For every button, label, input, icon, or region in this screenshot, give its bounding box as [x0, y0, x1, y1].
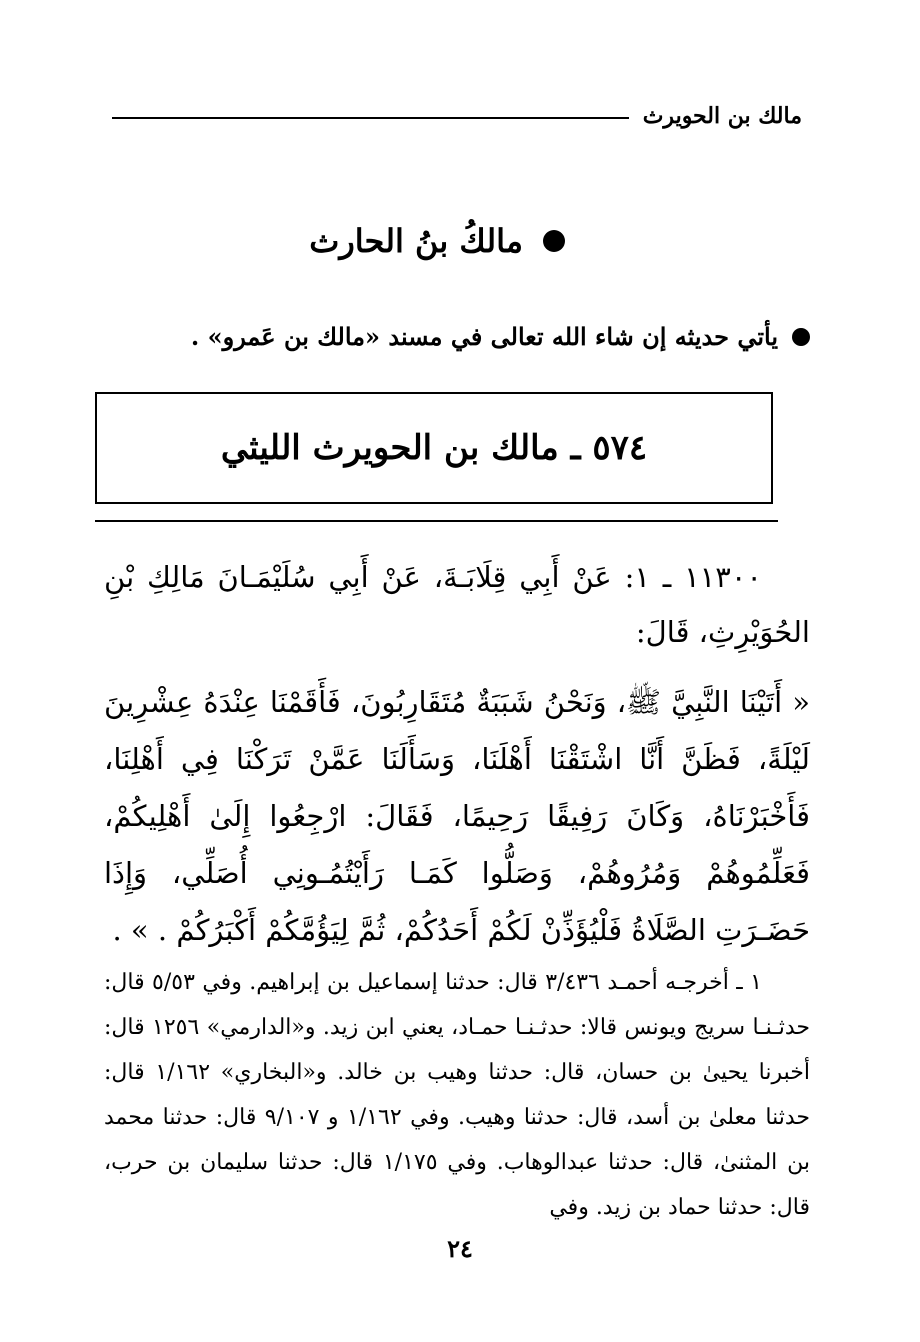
running-header: [112, 96, 802, 136]
bullet-dot-icon: [543, 230, 565, 252]
title-divider: [95, 520, 778, 522]
section-heading-text: مالكُ بنُ الحارث: [309, 222, 523, 260]
cross-reference-text: يأتي حديثه إن شاء الله تعالى في مسند «مالك بن عَمرو» .: [190, 322, 778, 351]
running-header-title: مالك بن الحويرث: [642, 103, 802, 129]
running-header-rule: [112, 117, 629, 119]
section-heading: [309, 222, 565, 260]
entry-title-box: [95, 392, 773, 504]
hadith-matn: « أَتَيْنَا النَّبِيَّ ﷺ، وَنَحْنُ شَبَبَةٌ مُتَقَارِبُونَ، فَأَقَمْنَا عِنْدَهُ عِشْرِينَ لَيْلَةً، فَظَنَّ أَنَّا اشْتَقْنَا أَهْلَنَا، وَسَأَلَنَا عَمَّنْ تَرَكْنَا فِي أَهْلِنَا، فَأَخْبَرْنَاهُ، وَكَانَ رَفِيقًا رَحِيمًا، فَقَالَ: ارْجِعُوا إِلَىٰ أَهْلِيكُمْ، فَعَلِّمُوهُمْ وَمُرُوهُمْ، وَصَلُّوا كَمَـا رَأَيْتُمُـونِي أُصَلِّي، وَإِذَا حَضَـرَتِ الصَّلَاةُ فَلْيُؤَذِّنْ لَكُمْ أَحَدُكُمْ، ثُمَّ لِيَؤُمَّكُمْ أَكْبَرُكُمْ . » .: [104, 685, 810, 947]
entry-title: ٥٧٤ ـ مالك بن الحويرث الليثي: [220, 428, 648, 468]
hadith-text: [104, 550, 810, 959]
page-number: ٢٤: [447, 1234, 473, 1263]
cross-reference-note: [191, 322, 810, 351]
bullet-dot-icon: [792, 328, 810, 346]
hadith-isnad: ١١٣٠٠ ـ ١: عَنْ أَبِي قِلَابَـةَ، عَنْ أَبِي سُلَيْمَـانَ مَالِكِ بْنِ الحُوَيْرِثِ، قَالَ:: [104, 560, 810, 649]
takhrij-footnote: [104, 960, 810, 1230]
takhrij-text: ١ ـ أخرجـه أحمـد ٣/٤٣٦ قال: حدثنا إسماعيل بن إبراهيم. وفي ٥/٥٣ قال: حدثـنـا سريج ويونس قالا: حدثـنـا حمـاد، يعني ابن زيد. و«الدارمي» ١٢٥٦ قال: أخبرنا يحيىٰ بن حسان، قال: حدثنا وهيب بن خالد. و«البخاري» ١/١٦٢ قال: حدثنا معلىٰ بن أسد، قال: حدثنا وهيب. وفي ١/١٦٢ و ٩/١٠٧ قال: حدثنا محمد بن المثنىٰ، قال: حدثنا عبدالوهاب. وفي ١/١٧٥ قال: حدثنا سليمان بن حرب، قال: حدثنا حماد بن زيد. وفي: [104, 970, 810, 1220]
